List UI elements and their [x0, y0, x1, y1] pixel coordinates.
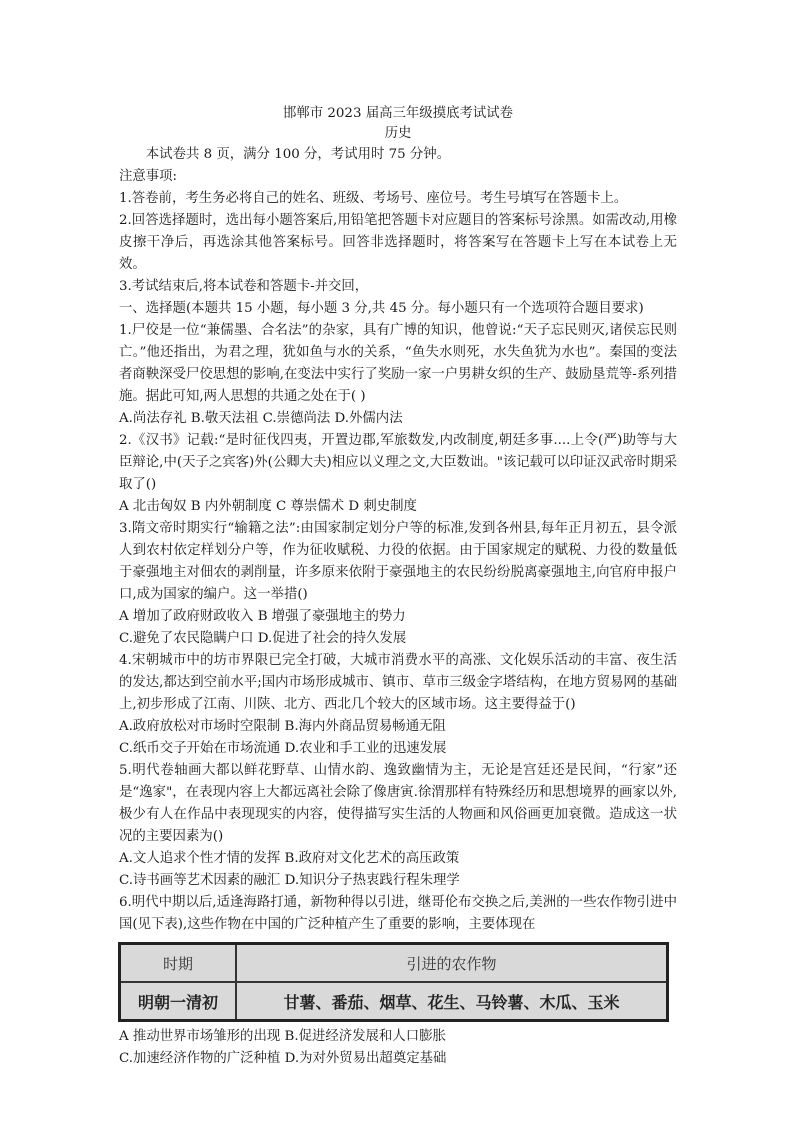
question-stem: 5.明代卷轴画大都以鲜花野草、山情水韵、逸致幽情为主，无论是宫廷还是民间，“行家”还是“逸家"，在表现内容上大都远离社会除了像唐寅.徐渭那样有特殊经历和思想境界的画家以外,极少有人在作品中表现现实的内容，使得描写实生活的人物画和风俗画更加衰微。造成这一状况的主要因素为(): [119, 763, 677, 844]
table-cell: 明朝一清初: [120, 982, 237, 1021]
question-stem: 4.宋朝城市中的坊市界限已完全打破，大城市消费水平的高涨、文化娱乐活动的丰富、夜生活的发达,都达到空前水平;国内市场形成城市、镇市、草市三级金字塔结构，在地方贸易网的基础上,初步形成了江南、川陕、北方、西北几个较大的区域市场。这主要得益于(): [119, 653, 677, 712]
question-options: A 增加了政府财政收入 B 增强了豪强地主的势力: [119, 609, 406, 624]
notice-item: 2.回答选择题时，选出每小题答案后,用铅笔把答题卡对应题目的答案标号涂黑。如需改动,用橡皮擦干净后，再选涂其他答案标号。回答非选择题时，将答案写在答题卡上写在本试卷上无效。: [119, 213, 677, 272]
crops-table: [118, 942, 669, 1022]
question-stem: 1.尸佼是一位“兼儒墨、合名法”的杂家，具有广博的知识，他曾说:“天子忘民则灭,诸侯忘民则亡。”他还指出，为君之理，犹如鱼与水的关系，“鱼失水则死，水失鱼犹为水也”。秦国的变法者商鞅深受尸佼思想的影响,在变法中实行了奖励一家一户男耕女织的生产、鼓励垦荒等-系列措施。据此可知,两人思想的共通之处在于( ): [119, 323, 677, 404]
table-header-cell: 时期: [120, 944, 237, 983]
exam-title: 邯郸市 2023 届高三年级摸底考试试卷: [282, 106, 514, 121]
question-options: A.政府放松对市场时空限制 B.海内外商品贸易畅通无阻: [119, 719, 446, 734]
table-header-row: [120, 944, 668, 983]
question-options: C.纸币交子开始在市场流通 D.农业和手工业的迅速发展: [119, 741, 447, 756]
question-options: C.避免了农民隐瞒户口 D.促进了社会的持久发展: [119, 631, 407, 646]
subject-title: 历史: [384, 126, 412, 141]
question-options: A.文人追求个性才情的发挥 B.政府对文化艺术的高压政策: [119, 851, 460, 866]
table-cell: 甘薯、番茄、烟草、花生、马铃薯、木瓜、玉米: [236, 982, 668, 1021]
table-header-cell: 引进的农作物: [236, 944, 668, 983]
exam-intro: 本试卷共 8 页，满分 100 分，考试用时 75 分钟。: [145, 147, 451, 162]
question-options: C.诗书画等艺术因素的融汇 D.知识分子热衷践行程朱理学: [119, 873, 460, 888]
question-options: A 推动世界市场雏形的出现 B.促进经济发展和人口膨胀: [119, 1029, 446, 1044]
section-heading: 一、选择题(本题共 15 小题，每小题 3 分,共 45 分。每小题只有一个选项符合题目要求): [119, 301, 644, 316]
table-row: [120, 982, 668, 1021]
question-stem: 3.隋文帝时期实行“输籍之法”:由国家制定划分户等的标准,发到各州县,每年正月初五，县令派人到农村依定样划分户等，作为征收赋税、力役的依据。由于国家规定的赋税、力役的数量低于豪强地主对佃农的剥削量，许多原来依附于豪强地主的农民纷纷脱离豪强地主,向官府申报户口,成为国家的编户。这一举措(): [119, 521, 677, 602]
notice-heading: 注意事项:: [119, 169, 178, 184]
question-options: A 北击匈奴 B 内外朝制度 C 尊崇儒术 D 刺史制度: [119, 499, 417, 514]
page-content: [119, 98, 677, 1070]
question-stem: 2.《汉书》记载:“是时征伐四夷，开置边郡,军旅数发,内改制度,朝廷多事....上令(严)助等与大臣辩论,中(天子之宾客)外(公卿大夫)相应以义理之文,大臣数诎。"该记载可以印证汉武帝时期采取了(): [119, 433, 677, 492]
question-stem: 6.明代中期以后,适逢海路打通，新物种得以引进，继哥伦布交换之后,美洲的一些农作物引进中国(见下表),这些作物在中国的广泛种植产生了重要的影响，主要体现在: [119, 895, 677, 932]
notice-item: 1.答卷前，考生务必将自己的姓名、班级、考场号、座位号。考生号填写在答题卡上。: [119, 191, 628, 206]
question-options: C.加速经济作物的广泛种植 D.为对外贸易出超奠定基础: [119, 1051, 447, 1066]
question-options: A.尚法存礼 B.敬天法祖 C.崇德尚法 D.外儒内法: [119, 411, 403, 426]
notice-item: 3.考试结束后,将本试卷和答题卡-并交回，: [119, 279, 369, 294]
